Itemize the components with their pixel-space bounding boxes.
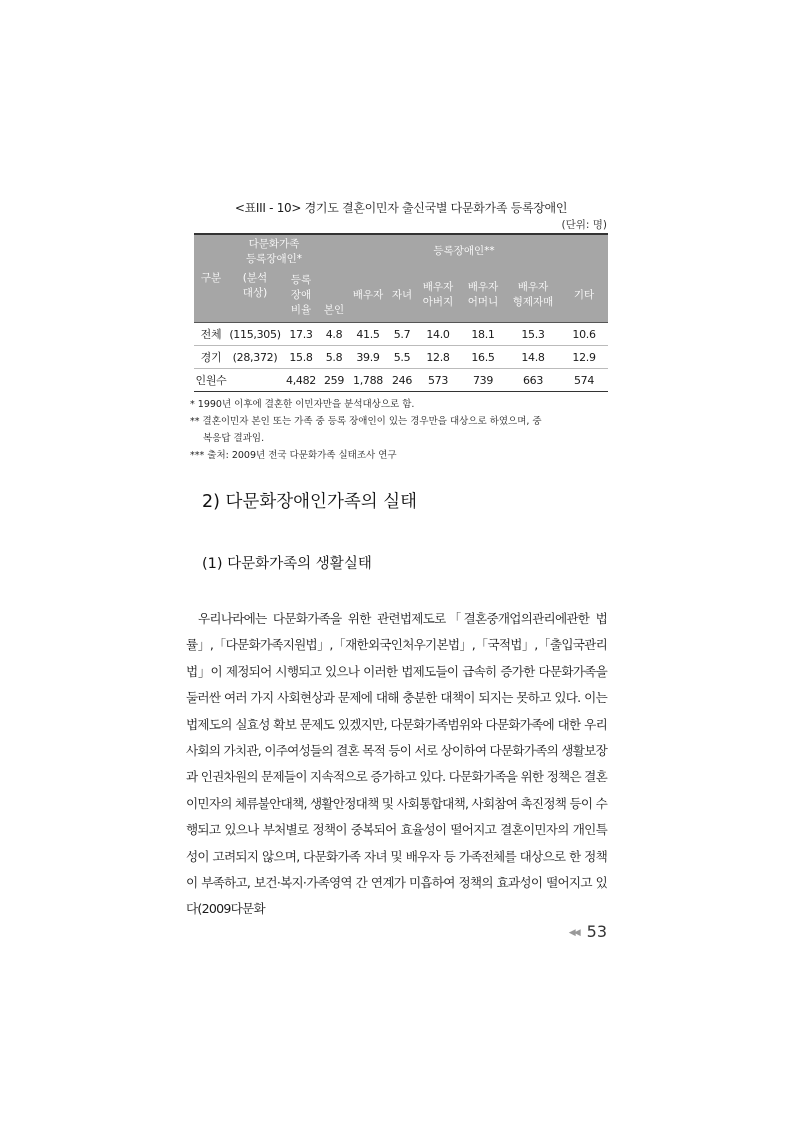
subheader-spouse: 배우자 xyxy=(348,268,388,323)
table-caption: <표III - 10> 경기도 결혼이민자 출신국별 다문화가족 등록장애인 xyxy=(234,201,568,215)
section-title: 2) 다문화장애인가족의 실태 xyxy=(202,492,418,512)
table-cell: 18.1 xyxy=(460,323,506,346)
table-cell: 41.5 xyxy=(348,323,388,346)
note: * 1990년 이후에 결혼한 이민자만을 분석대상으로 함. xyxy=(190,399,415,410)
row-label: 인원수 xyxy=(194,369,228,392)
table-unit: (단위: 명) xyxy=(561,219,607,231)
table-cell: 16.5 xyxy=(460,346,506,369)
statistics-table xyxy=(194,233,608,392)
table-cell: 573 xyxy=(416,369,460,392)
note: 복응답 결과임. xyxy=(203,433,265,444)
subheader-other: 기타 xyxy=(560,268,608,323)
table-cell: 17.3 xyxy=(282,323,320,346)
row-label: 전체 xyxy=(194,323,228,346)
table-cell: 14.8 xyxy=(506,346,560,369)
note: *** 출처: 2009년 전국 다문화가족 실태조사 연구 xyxy=(190,450,397,461)
subheader-self: 본인 xyxy=(320,268,348,323)
table-cell: 246 xyxy=(388,369,416,392)
table-cell: 5.8 xyxy=(320,346,348,369)
table-cell: 12.8 xyxy=(416,346,460,369)
table-cell: 5.5 xyxy=(388,346,416,369)
page-footer xyxy=(569,922,607,941)
subsection-title: (1) 다문화가족의 생활실태 xyxy=(202,556,372,572)
subheader-spouse-father: 배우자 아버지 xyxy=(416,268,460,323)
table-cell: 739 xyxy=(460,369,506,392)
subheader-analysis-target: (분석 대상) xyxy=(228,268,282,323)
table-row xyxy=(194,323,608,346)
table-cell: 15.8 xyxy=(282,346,320,369)
row-label: 경기 xyxy=(194,346,228,369)
page-number: 53 xyxy=(586,922,607,941)
table-cell xyxy=(228,369,282,392)
table-row xyxy=(194,346,608,369)
table-cell: 39.9 xyxy=(348,346,388,369)
table-cell: 4,482 xyxy=(282,369,320,392)
table-cell: 5.7 xyxy=(388,323,416,346)
header-multicultural-disabled: 다문화가족 등록장애인* xyxy=(228,234,320,268)
table-cell: 14.0 xyxy=(416,323,460,346)
table-cell: 1,788 xyxy=(348,369,388,392)
table-cell: 574 xyxy=(560,369,608,392)
subheader-children: 자녀 xyxy=(388,268,416,323)
table-row xyxy=(194,369,608,392)
subheader-spouse-siblings: 배우자 형제자매 xyxy=(506,268,560,323)
subheader-spouse-mother: 배우자 어머니 xyxy=(460,268,506,323)
table-cell: 4.8 xyxy=(320,323,348,346)
subheader-disability-rate: 등록 장애 비율 xyxy=(282,268,320,323)
table-cell: 15.3 xyxy=(506,323,560,346)
table-cell: (28,372) xyxy=(228,346,282,369)
paragraph: 우리나라에는 다문화가족을 위한 관련법제도로「결혼중개업의관리에관한 법률」,「다문화가족지원법」,「재한외국인처우기본법」,「국적법」,「출입국관리법」이 제정되어 시행되고 있으나 이러한 법제도들이 급속히 증가한 다문화가족을 둘러싼 여러 가지 사회현상과 문제에 대해 충분한 대책이 되지는 못하고 있다. 이는 법제도의 실효성 확보 문제도 있겠지만, 다문화가족범위와 다문화가족에 대한 우리사회의 가치관, 이주여성들의 결혼 목적 등이 서로 상이하여 다문화가족의 생활보장과 인권차원의 문제들이 지속적으로 증가하고 있다. 다문화가족을 위한 정책은 결혼이민자의 체류불안대책, 생활안정대책 및 사회통합대책, 사회참여 촉진정책 등이 수행되고 있으나 부처별로 정책이 중복되어 효율성이 떨어지고 결혼이민자의 개인특성이 고려되지 않으며, 다문화가족 자녀 및 배우자 등 가족전체를 대상으로 한 정책이 부족하고, 보건·복지·가족영역 간 연계가 미흡하여 정책의 효과성이 떨어지고 있다(2009다문화 xyxy=(186,611,607,917)
header-registered-disabled: 등록장애인** xyxy=(320,234,608,268)
header-category: 구분 xyxy=(194,234,228,323)
table-notes xyxy=(190,396,610,464)
table-cell: 10.6 xyxy=(560,323,608,346)
table-cell: (115,305) xyxy=(228,323,282,346)
body-text xyxy=(186,606,607,923)
table-cell: 259 xyxy=(320,369,348,392)
table-cell: 663 xyxy=(506,369,560,392)
note: ** 결혼이민자 본인 또는 가족 중 등록 장애인이 있는 경우만을 대상으로 하였으며, 중 xyxy=(190,416,542,427)
page-arrows-icon: ◀◀ xyxy=(568,928,579,938)
table-cell: 12.9 xyxy=(560,346,608,369)
